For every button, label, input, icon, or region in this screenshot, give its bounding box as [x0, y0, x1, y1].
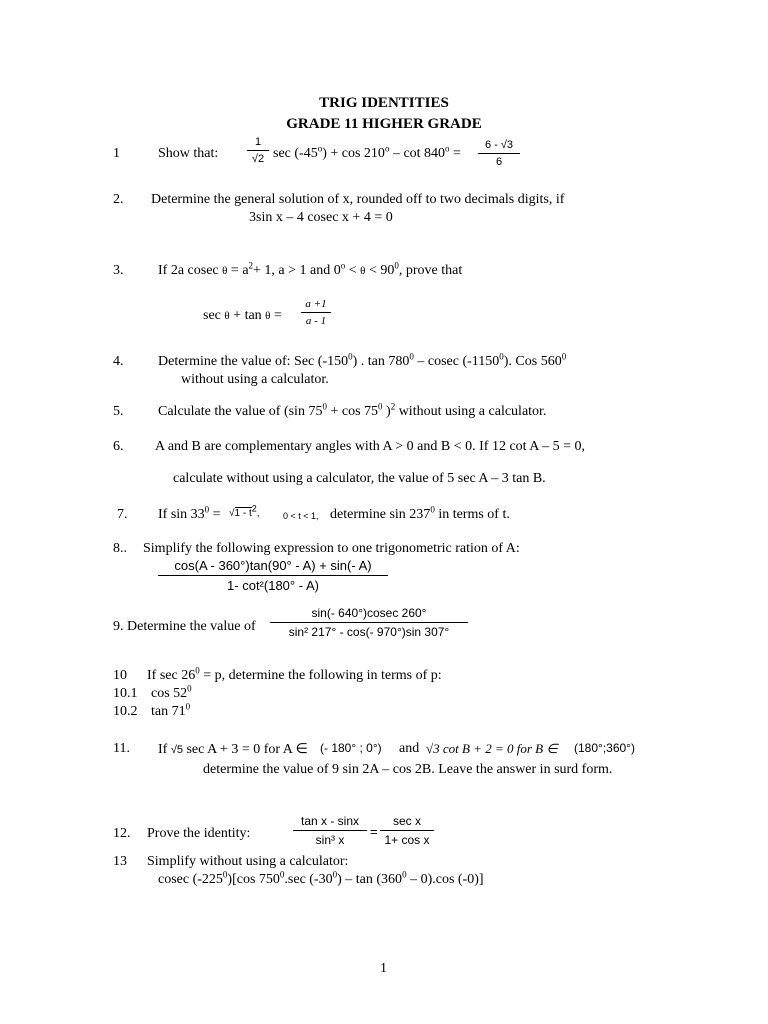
document-title: TRIG IDENTITIES — [319, 95, 449, 111]
question-text-cont: without using a calculator. — [181, 372, 329, 387]
expression-fraction: cos(A - 360°)tan(90° - A) + sin(- A) 1- cot²(180° - A) — [158, 558, 388, 593]
identity-lhs: sec θ + tan θ = — [203, 308, 282, 323]
question-number: 8.. — [113, 541, 127, 556]
question-text: A and B are complementary angles with A > 0 and B < 0. If 12 cot A – 5 = 0, — [155, 439, 586, 454]
question-number: 7. — [117, 507, 128, 522]
question-number: 12. — [113, 826, 131, 841]
lhs-fraction: tan x - sinx sin³ x — [293, 814, 367, 847]
question-number: 4. — [113, 354, 124, 369]
question-number: 2. — [113, 192, 124, 207]
question-number: 3. — [113, 263, 124, 278]
question-text: If √5 sec A + 3 = 0 for A ∈ — [158, 742, 308, 757]
question-text: If $\sin 33^0$ = — [158, 504, 221, 522]
sub-question-text: $\tan 71^0$ — [151, 701, 191, 719]
question-label: Show that: — [158, 146, 219, 161]
question-number: 1 — [113, 146, 120, 161]
fraction: a +1 a - 1 — [301, 298, 331, 327]
question-text-cont: determine $\sin 237^0$ in terms of t. — [330, 504, 510, 522]
document-subtitle: GRADE 11 HIGHER GRADE — [286, 116, 482, 132]
question-number: 6. — [113, 439, 124, 454]
question-text: Calculate the value of (sin $75^0 + \cos 75^0$ )$^2$ without using a calculator. — [158, 401, 547, 419]
sub-question-text: $\cos 52^0$ — [151, 683, 192, 701]
equals-sign: = — [370, 824, 378, 839]
sub-question-number: 10.1 — [113, 686, 138, 701]
question-text: Determine the general solution of x, rounded off to two decimals digits, if — [151, 192, 565, 207]
question-text: If $\sec 26^0 = p$, determine the following in terms of p: — [147, 665, 442, 683]
question-text: Simplify without using a calculator: — [147, 854, 349, 869]
page-number: 1 — [380, 961, 387, 976]
condition: 0 < t < 1, — [283, 511, 319, 521]
interval-b: (180°;360°) — [574, 741, 635, 755]
question-text: $\sec (-45^o) + \cos 210^o - \cot 840^o$ = — [273, 143, 461, 161]
fraction: 1 √2 — [247, 136, 269, 165]
equation: 3sin x – 4 cosec x + 4 = 0 — [249, 210, 393, 225]
question-text: Determine the value of: Sec $(-150^0)$ . $\tan 780^0$ – cosec (-1150$^0$). Cos $560^0$ — [158, 351, 567, 369]
question-text: If 2a cosec $\theta = a^2+ 1$, a > 1 and $0^o < \theta < 90^0$, prove that — [158, 260, 463, 278]
rhs-fraction: sec x 1+ cos x — [380, 814, 434, 847]
rhs-fraction: 6 - √3 6 — [478, 139, 520, 168]
question-text-cont: calculate without using a calculator, the value of 5 sec A – 3 tan B. — [173, 471, 546, 486]
question-label: Prove the identity: — [147, 826, 251, 841]
sub-question-number: 10.2 — [113, 704, 138, 719]
question-number: 10 — [113, 668, 127, 683]
question-text: 9. Determine the value of — [113, 619, 256, 634]
square-root: $√1 - t^2$, — [229, 503, 260, 519]
question-number: 5. — [113, 404, 124, 419]
expression: cosec $(-225^0)[\cos$ $750^0.\sec$ $(-30^0)$ – $\tan (360^0 - 0).\cos$ (-0)] — [158, 869, 484, 887]
expression-fraction: sin(- 640°)cosec 260° sin² 217° - cos(- 970°)sin 307° — [270, 606, 468, 639]
question-text-cont: determine the value of 9 sin 2A – cos 2B. Leave the answer in surd form. — [203, 762, 613, 777]
question-number: 13 — [113, 854, 127, 869]
interval-a: (- 180° ; 0°) — [320, 741, 382, 755]
question-number: 11. — [113, 741, 130, 756]
conjunction: and — [399, 741, 420, 756]
question-text: Simplify the following expression to one trigonometric ration of A: — [143, 541, 520, 556]
expression: √3 cot B + 2 = 0 for B ∈ — [426, 741, 558, 756]
